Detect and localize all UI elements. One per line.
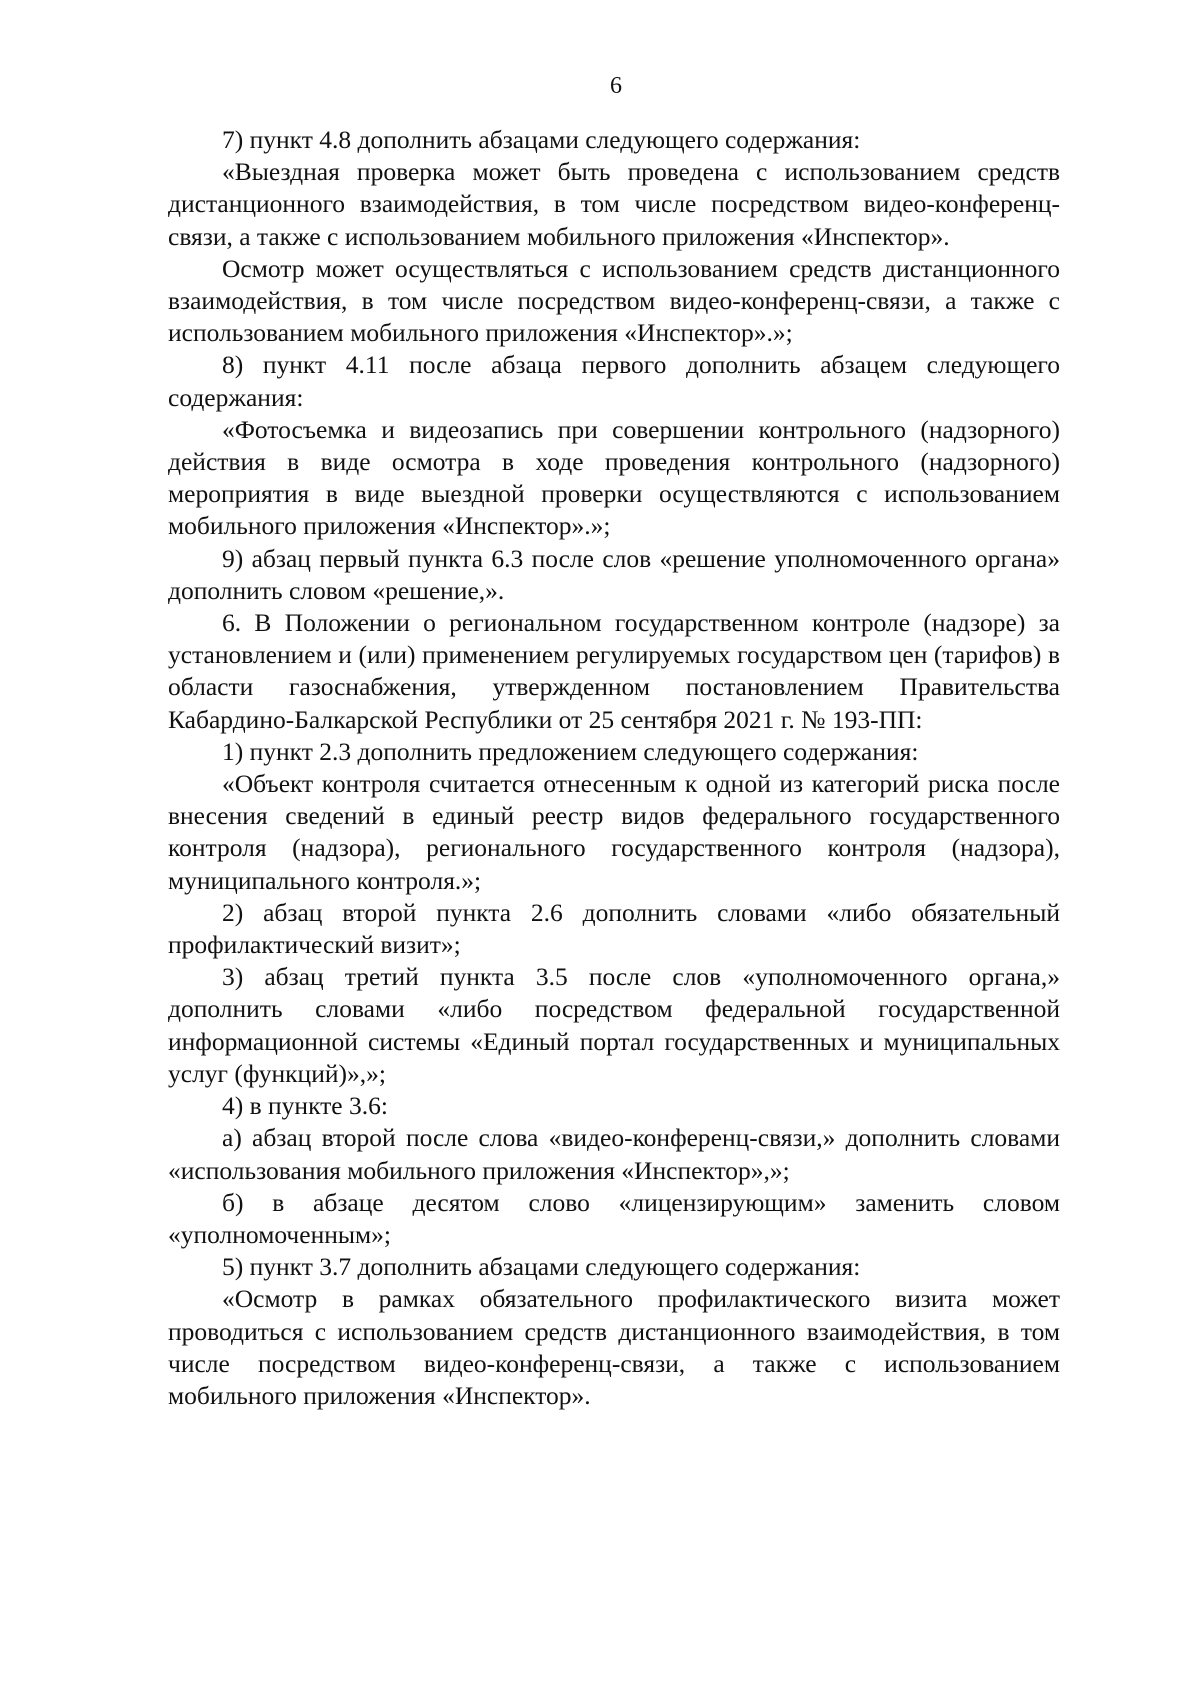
paragraph-subitem-4a: а) абзац второй после слова «видео-конференц-связи,» дополнить словами «использования мобильного приложения «Инспектор»,»;: [168, 1123, 1060, 1185]
paragraph-item-8: 8) пункт 4.11 после абзаца первого дополнить абзацем следующего содержания:: [168, 350, 1060, 412]
paragraph-quote-photo-video: «Фотосъемка и видеозапись при совершении контрольного (надзорного) действия в виде осмотра в ходе проведения контрольного (надзорного) мероприятия в виде выездной проверки осуществляются с использованием мобильного приложения «Инспектор».»;: [168, 414, 1060, 541]
paragraph-quote-examination: Осмотр может осуществляться с использованием средств дистанционного взаимодействия, в том числе посредством видео-конференц-связи, а также с использованием мобильного приложения «Инспектор».»;: [168, 253, 1060, 348]
paragraph-quote-preventive-visit: «Осмотр в рамках обязательного профилактического визита может проводиться с использованием средств дистанционного взаимодействия, в том числе посредством видео-конференц-связи, а также с использованием мобильного приложения «Инспектор».: [168, 1284, 1060, 1410]
page-number: 6: [610, 73, 622, 99]
paragraph-subitem-4: 4) в пункте 3.6:: [222, 1091, 388, 1121]
document-body: [168, 124, 1060, 1412]
paragraph-item-7: 7) пункт 4.8 дополнить абзацами следующего содержания:: [222, 125, 861, 154]
paragraph-subitem-4b: б) в абзаце десятом слово «лицензирующим» заменить словом «уполномоченным»;: [168, 1187, 1060, 1249]
paragraph-subitem-1: 1) пункт 2.3 дополнить предложением следующего содержания:: [222, 736, 919, 766]
paragraph-section-6: 6. В Положении о региональном государственном контроле (надзоре) за установлением и (или) применением регулируемых государством цен (тарифов) в области газоснабжения, утвержденном постановлением Правительства Кабардино-Балкарской Республики от 25 сентября 2021 г. № 193-ПП:: [168, 608, 1060, 734]
paragraph-quote-control-object: «Объект контроля считается отнесенным к одной из категорий риска после внесения сведений в единый реестр видов федерального государственного контроля (надзора), регионального государственного контроля (надзора), муниципального контроля.»;: [168, 769, 1060, 895]
paragraph-item-9: 9) абзац первый пункта 6.3 после слов «решение уполномоченного органа» дополнить словом «решение,».: [168, 543, 1060, 605]
paragraph-subitem-5: 5) пункт 3.7 дополнить абзацами следующего содержания:: [222, 1252, 861, 1282]
paragraph-subitem-2: 2) абзац второй пункта 2.6 дополнить словами «либо обязательный профилактический визит»;: [168, 897, 1060, 960]
paragraph-subitem-3: 3) абзац третий пункта 3.5 после слов «уполномоченного органа,» дополнить словами «либо посредством федеральной государственной информационной системы «Единый портал государственных и муниципальных услуг (функций)»,»;: [168, 962, 1060, 1088]
paragraph-quote-onsite-inspection: «Выездная проверка может быть проведена с использованием средств дистанционного взаимодействия, в том числе посредством видео-конференц-связи, а также с использованием мобильного приложения «Инспектор».: [168, 157, 1060, 251]
